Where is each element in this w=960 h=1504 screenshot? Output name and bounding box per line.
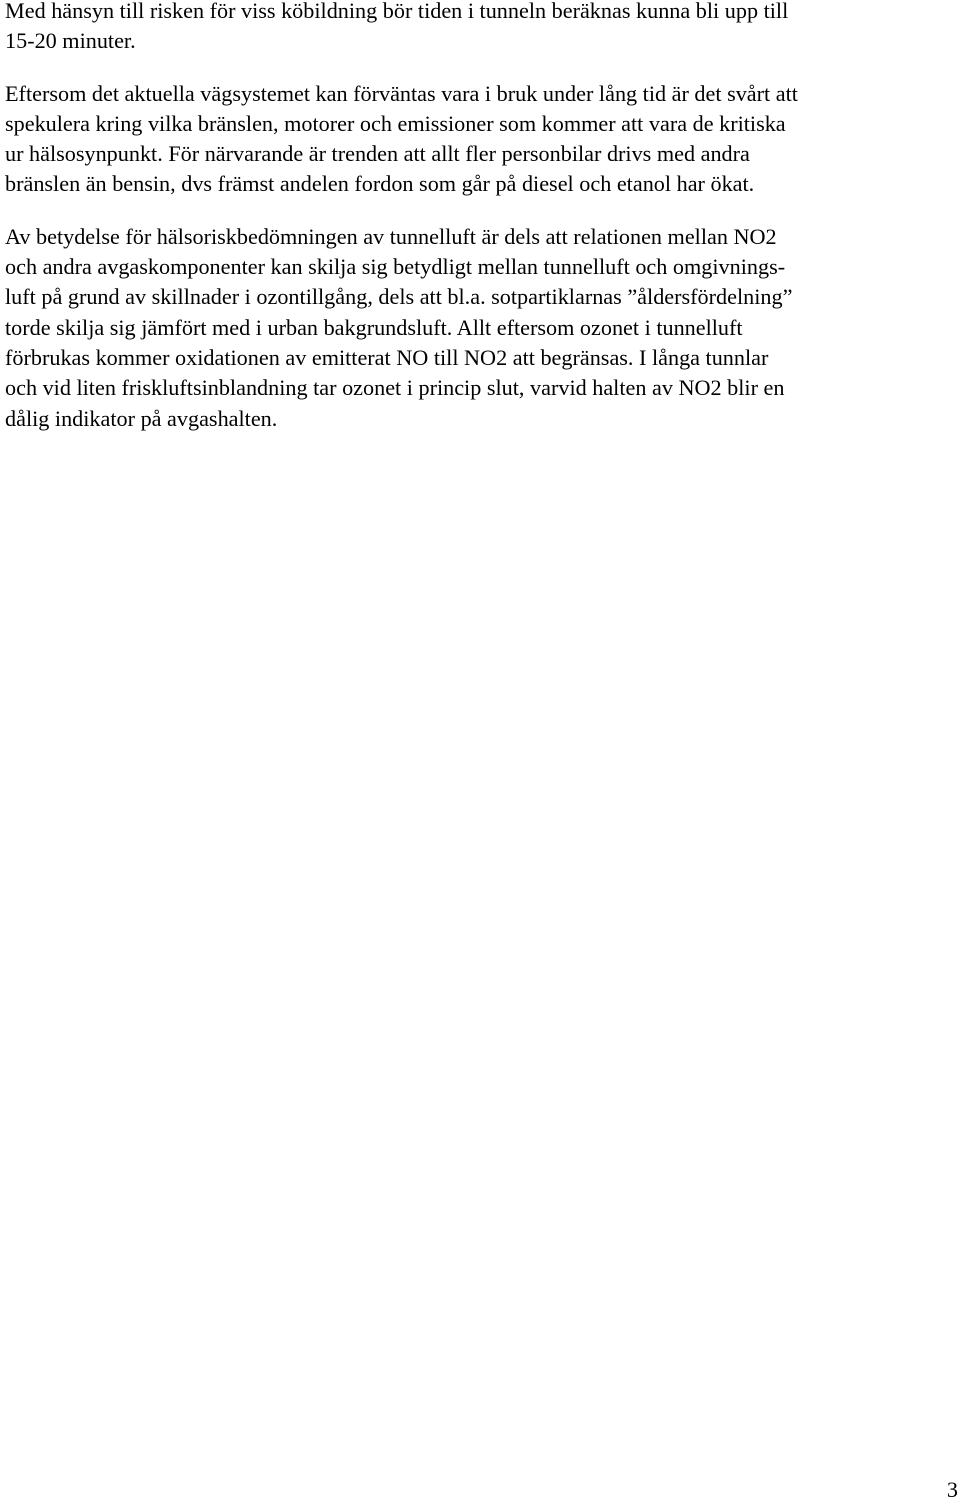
text-line: Eftersom det aktuella vägsystemet kan förväntas vara i bruk under lång tid är det svårt att bbox=[5, 80, 798, 106]
text-line: Med hänsyn till risken för viss köbildning bör tiden i tunneln beräknas kunna bli upp till bbox=[5, 0, 789, 23]
text-line: torde skilja sig jämfört med i urban bakgrundsluft. Allt eftersom ozonet i tunnelluft bbox=[5, 314, 743, 340]
text-line: bränslen än bensin, dvs främst andelen fordon som går på diesel och etanol har ökat. bbox=[5, 171, 755, 197]
text-line: 15-20 minuter. bbox=[5, 28, 136, 54]
document-body bbox=[5, 0, 955, 434]
text-line: och vid liten friskluftsinblandning tar ozonet i princip slut, varvid halten av NO2 blir en bbox=[5, 375, 785, 401]
page-number: 3 bbox=[946, 1477, 958, 1502]
text-line: spekulera kring vilka bränslen, motorer och emissioner som kommer att vara de kritiska bbox=[5, 110, 786, 136]
text-line: förbrukas kommer oxidationen av emitterat NO till NO2 att begränsas. I långa tunnlar bbox=[5, 344, 769, 370]
paragraph-queue-time bbox=[5, 0, 955, 57]
text-line: luft på grund av skillnader i ozontillgång, dels att bl.a. sotpartiklarnas ”åldersfördelning” bbox=[5, 284, 793, 310]
text-line: och andra avgaskomponenter kan skilja sig betydligt mellan tunnelluft och omgivnings- bbox=[5, 254, 786, 280]
paragraph-health-risk bbox=[5, 222, 955, 434]
text-line: ur hälsosynpunkt. För närvarande är trenden att allt fler personbilar drivs med andra bbox=[5, 141, 750, 167]
text-line: Av betydelse för hälsoriskbedömningen av tunnelluft är dels att relationen mellan NO2 bbox=[5, 223, 777, 249]
text-line: dålig indikator på avgashalten. bbox=[5, 405, 278, 431]
paragraph-fuels-emissions bbox=[5, 79, 955, 200]
